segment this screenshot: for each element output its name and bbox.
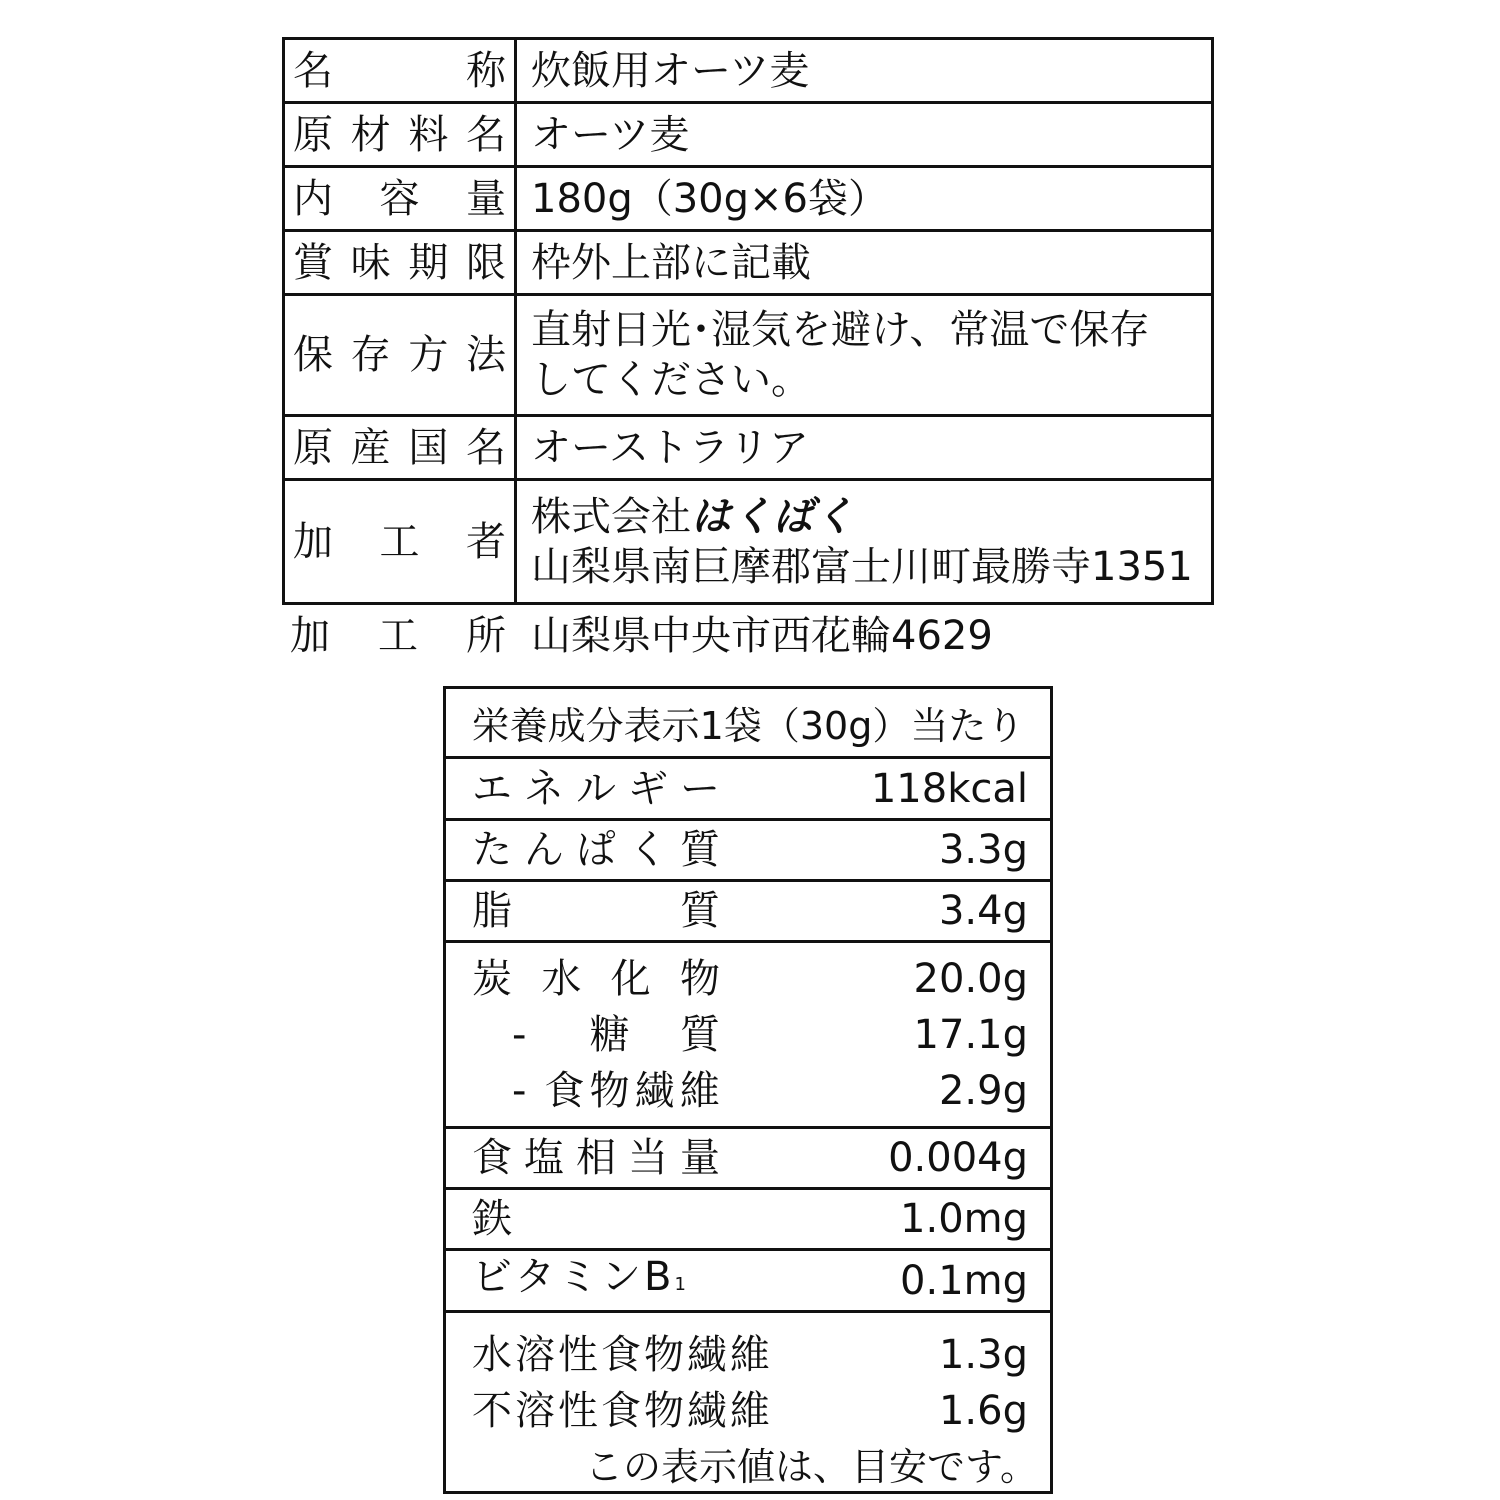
info-row-processor: [285, 481, 1211, 602]
nutrient-name: 不溶性食物繊維: [472, 1388, 773, 1434]
info-value: 180g（30g×6袋）: [531, 175, 888, 222]
nutrient-value: 20.0g: [913, 955, 1028, 1002]
nutrient-value: 1.3g: [938, 1332, 1028, 1378]
nutrition-row-fat: [446, 882, 1050, 943]
nutrient-value: 0.004g: [888, 1135, 1028, 1181]
factory-address: 山梨県中央市西花輪4629: [531, 612, 993, 659]
nutrition-note: この表示値は、目安です。: [585, 1445, 1038, 1489]
info-row-content-volume: [285, 168, 1211, 232]
nutrient-value: 1.0mg: [900, 1196, 1028, 1242]
nutrient-name-fiber: - 食物繊維: [512, 1067, 720, 1114]
info-label: 内容量: [285, 168, 517, 229]
processor-company: 株式会社はくばく: [531, 493, 855, 540]
storage-line-1: 直射日光･湿気を避け、常温で保存: [531, 307, 1150, 353]
factory-label: 加工所: [290, 612, 506, 659]
info-value: [517, 481, 1211, 602]
info-label: 賞味期限: [285, 232, 517, 293]
nutrition-row-protein: [446, 821, 1050, 882]
processor-address: 山梨県南巨摩郡富士川町最勝寺1351: [531, 543, 1193, 590]
info-label: 原産国名: [285, 417, 517, 478]
info-label: 加工者: [285, 481, 517, 602]
nutrient-value: 17.1g: [913, 1011, 1028, 1058]
nutrient-name: たんぱく質: [472, 827, 720, 873]
nutrition-row-carbohydrate: [446, 943, 1050, 1129]
info-value: オーストラリア: [531, 424, 809, 471]
nutrient-name: 脂質: [472, 888, 720, 934]
nutrition-row-vitamin-b1: [446, 1251, 1050, 1313]
nutrition-row-salt: [446, 1129, 1050, 1190]
info-label: 保存方法: [285, 296, 517, 414]
nutrient-name: 水溶性食物繊維: [472, 1332, 773, 1378]
nutrient-name: 鉄: [472, 1196, 521, 1242]
info-value: [517, 296, 1211, 414]
nutrient-value: 2.9g: [938, 1067, 1028, 1114]
nutrition-row-energy: [446, 759, 1050, 821]
nutrient-value: 1.6g: [938, 1388, 1028, 1434]
subscript: 1: [674, 1273, 689, 1295]
info-row-origin: [285, 417, 1211, 481]
nutrient-name: エネルギー: [472, 765, 720, 812]
info-value: オーツ麦: [531, 111, 690, 158]
nutrition-header: 栄養成分表示1袋（30g）当たり: [446, 689, 1050, 759]
nutrient-name: 食塩相当量: [472, 1135, 720, 1181]
nutrient-value: 0.1mg: [900, 1257, 1028, 1304]
nutrient-value: 3.3g: [938, 827, 1028, 873]
nutrition-table: [443, 686, 1053, 1494]
product-info-table: [282, 37, 1214, 605]
info-label: 名 称: [285, 40, 517, 101]
storage-line-2: してください。: [531, 357, 811, 403]
nutrient-value: 3.4g: [938, 888, 1028, 934]
nutrient-name: ビタミンB1: [472, 1253, 689, 1300]
nutrition-row-dietary-fiber: [446, 1313, 1050, 1498]
factory-line: [282, 604, 1214, 660]
nutrient-name-sugar: - 糖質: [512, 1011, 720, 1058]
info-row-ingredients: [285, 104, 1211, 168]
info-row-name: [285, 40, 1211, 104]
brand-logo-text: はくばく: [691, 493, 855, 540]
info-value: 枠外上部に記載: [531, 239, 811, 286]
info-value: 炊飯用オーツ麦: [531, 47, 810, 94]
nutrition-row-iron: [446, 1190, 1050, 1251]
info-row-storage: [285, 296, 1211, 417]
info-label: 原材料名: [285, 104, 517, 165]
info-row-best-before: [285, 232, 1211, 296]
nutrient-name: 炭水化物: [472, 955, 720, 1002]
nutrient-value: 118kcal: [870, 765, 1028, 812]
